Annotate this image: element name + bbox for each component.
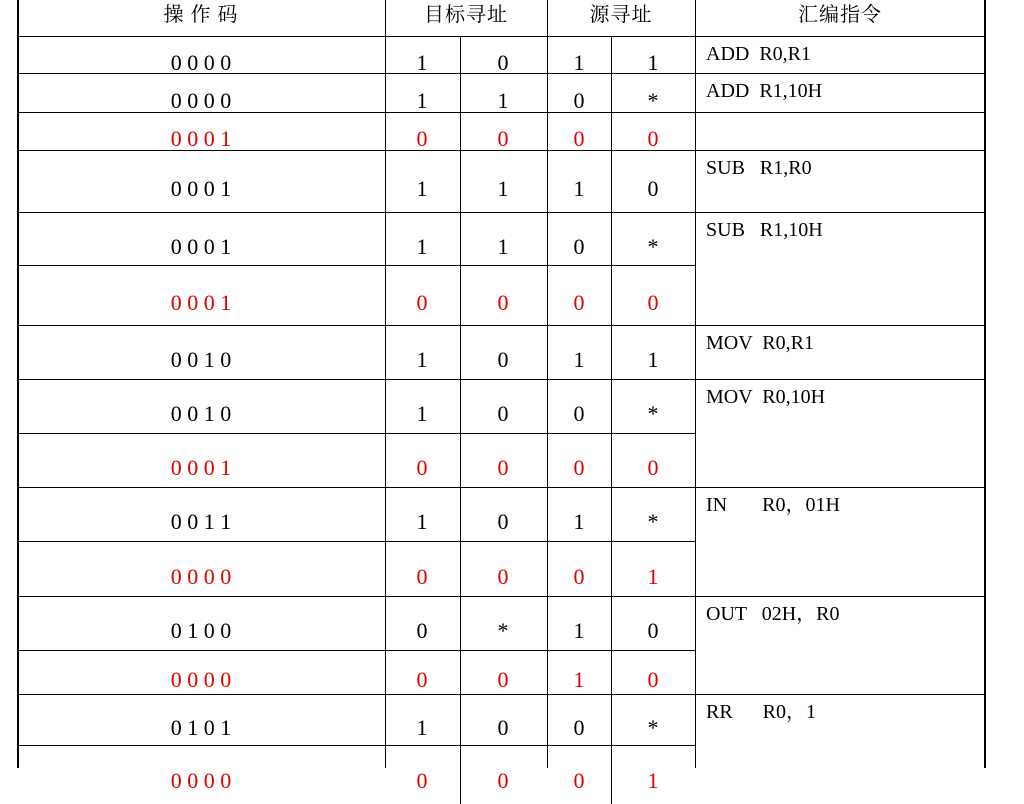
header-divider <box>17 36 986 37</box>
src-cell: 0 <box>573 126 585 151</box>
src-cell: 0 <box>573 563 585 589</box>
src-cell: 0 <box>573 290 585 315</box>
src-cell: 1 <box>647 347 659 372</box>
dst-cell: 0 <box>497 667 509 692</box>
dst-cell: 0 <box>497 49 509 75</box>
asm-instruction: MOV R0,10H <box>706 386 826 408</box>
row-divider <box>17 433 695 434</box>
opcode-cell: 0 0 1 0 <box>170 347 232 372</box>
src-cell: 1 <box>647 563 659 589</box>
dst-cell: 0 <box>497 767 509 793</box>
opcode-cell: 0 0 0 1 <box>170 233 232 259</box>
asm-row-divider <box>695 112 986 113</box>
row-divider <box>17 487 695 488</box>
src-cell: 1 <box>573 509 585 534</box>
row-divider <box>17 650 695 651</box>
src-cell: 0 <box>573 455 585 480</box>
src-cell: 0 <box>573 233 585 259</box>
dst-cell: 1 <box>416 49 428 75</box>
opcode-cell: 0 0 0 0 <box>170 767 232 793</box>
asm-instruction: IN R0，01H <box>706 494 840 516</box>
dst-cell: 0 <box>416 455 428 480</box>
dst-cell: 0 <box>497 126 509 151</box>
asm-row-divider <box>695 694 986 695</box>
src-cell: 0 <box>573 714 585 740</box>
row-divider <box>17 596 695 597</box>
opcode-cell: 0 0 1 1 <box>170 509 232 534</box>
row-divider <box>17 265 695 266</box>
opcode-cell: 0 0 0 1 <box>170 290 232 315</box>
src-cell: 1 <box>647 49 659 75</box>
asm-instruction: RR R0，1 <box>706 701 817 723</box>
header-3: 汇编指令 <box>798 4 882 26</box>
opcode-cell: 0 1 0 1 <box>170 714 232 740</box>
src-cell: * <box>647 233 659 259</box>
opcode-cell: 0 0 0 0 <box>170 563 232 589</box>
asm-instruction: OUT 02H，R0 <box>706 603 840 625</box>
dst-cell: * <box>497 618 509 643</box>
src-cell: * <box>647 714 659 740</box>
column-divider-dst <box>460 36 461 804</box>
opcode-cell: 0 0 0 1 <box>170 455 232 480</box>
dst-cell: 1 <box>497 176 509 201</box>
src-cell: 1 <box>647 767 659 793</box>
asm-instruction: SUB R1,R0 <box>706 157 812 179</box>
asm-instruction: SUB R1,10H <box>706 219 823 241</box>
src-cell: 0 <box>573 87 585 113</box>
asm-instruction: ADD R1,10H <box>706 80 823 102</box>
table-border-right <box>984 0 986 768</box>
src-cell: 0 <box>647 455 659 480</box>
asm-row-divider <box>695 325 986 326</box>
opcode-cell: 0 0 0 0 <box>170 667 232 692</box>
dst-cell: 0 <box>416 618 428 643</box>
dst-cell: 1 <box>416 87 428 113</box>
column-divider-src <box>611 36 612 804</box>
dst-cell: 0 <box>416 563 428 589</box>
dst-cell: 1 <box>497 87 509 113</box>
src-cell: 1 <box>573 667 585 692</box>
asm-row-divider <box>695 150 986 151</box>
opcode-cell: 0 0 1 0 <box>170 401 232 426</box>
src-cell: 0 <box>647 126 659 151</box>
dst-cell: 0 <box>416 126 428 151</box>
dst-cell: 0 <box>497 714 509 740</box>
column-divider <box>695 0 696 768</box>
row-divider <box>17 379 695 380</box>
src-cell: 1 <box>573 618 585 643</box>
src-cell: 0 <box>647 290 659 315</box>
row-divider <box>17 325 695 326</box>
header-1: 目标寻址 <box>424 4 508 26</box>
header-0: 操 作 码 <box>163 4 239 26</box>
dst-cell: 0 <box>497 290 509 315</box>
dst-cell: 1 <box>416 347 428 372</box>
dst-cell: 0 <box>497 563 509 589</box>
column-divider <box>385 0 386 768</box>
dst-cell: 1 <box>416 233 428 259</box>
row-divider <box>17 73 695 74</box>
row-divider <box>17 150 695 151</box>
dst-cell: 0 <box>416 290 428 315</box>
src-cell: 1 <box>573 176 585 201</box>
dst-cell: 1 <box>416 714 428 740</box>
opcode-cell: 0 0 0 1 <box>170 126 232 151</box>
asm-row-divider <box>695 73 986 74</box>
opcode-cell: 0 0 0 0 <box>170 87 232 113</box>
src-cell: 0 <box>647 176 659 201</box>
src-cell: 0 <box>573 767 585 793</box>
src-cell: 0 <box>647 618 659 643</box>
column-divider <box>547 0 548 768</box>
src-cell: * <box>647 509 659 534</box>
asm-row-divider <box>695 596 986 597</box>
row-divider <box>17 745 695 746</box>
table-border-left <box>17 0 19 768</box>
header-2: 源寻址 <box>589 4 653 26</box>
row-divider <box>17 694 695 695</box>
src-cell: 1 <box>573 347 585 372</box>
asm-instruction: ADD R0,R1 <box>706 43 812 65</box>
opcode-cell: 0 1 0 0 <box>170 618 232 643</box>
src-cell: * <box>647 87 659 113</box>
dst-cell: 0 <box>497 455 509 480</box>
asm-row-divider <box>695 212 986 213</box>
dst-cell: 0 <box>497 347 509 372</box>
opcode-cell: 0 0 0 0 <box>170 49 232 75</box>
src-cell: 0 <box>573 401 585 426</box>
dst-cell: 1 <box>416 176 428 201</box>
dst-cell: 0 <box>497 401 509 426</box>
dst-cell: 0 <box>416 667 428 692</box>
dst-cell: 0 <box>497 509 509 534</box>
asm-instruction: MOV R0,R1 <box>706 332 814 354</box>
dst-cell: 1 <box>416 401 428 426</box>
row-divider <box>17 541 695 542</box>
src-cell: * <box>647 401 659 426</box>
dst-cell: 1 <box>497 233 509 259</box>
row-divider <box>17 112 695 113</box>
asm-row-divider <box>695 487 986 488</box>
src-cell: 0 <box>647 667 659 692</box>
src-cell: 1 <box>573 49 585 75</box>
opcode-cell: 0 0 0 1 <box>170 176 232 201</box>
row-divider <box>17 212 695 213</box>
dst-cell: 0 <box>416 767 428 793</box>
dst-cell: 1 <box>416 509 428 534</box>
asm-row-divider <box>695 379 986 380</box>
